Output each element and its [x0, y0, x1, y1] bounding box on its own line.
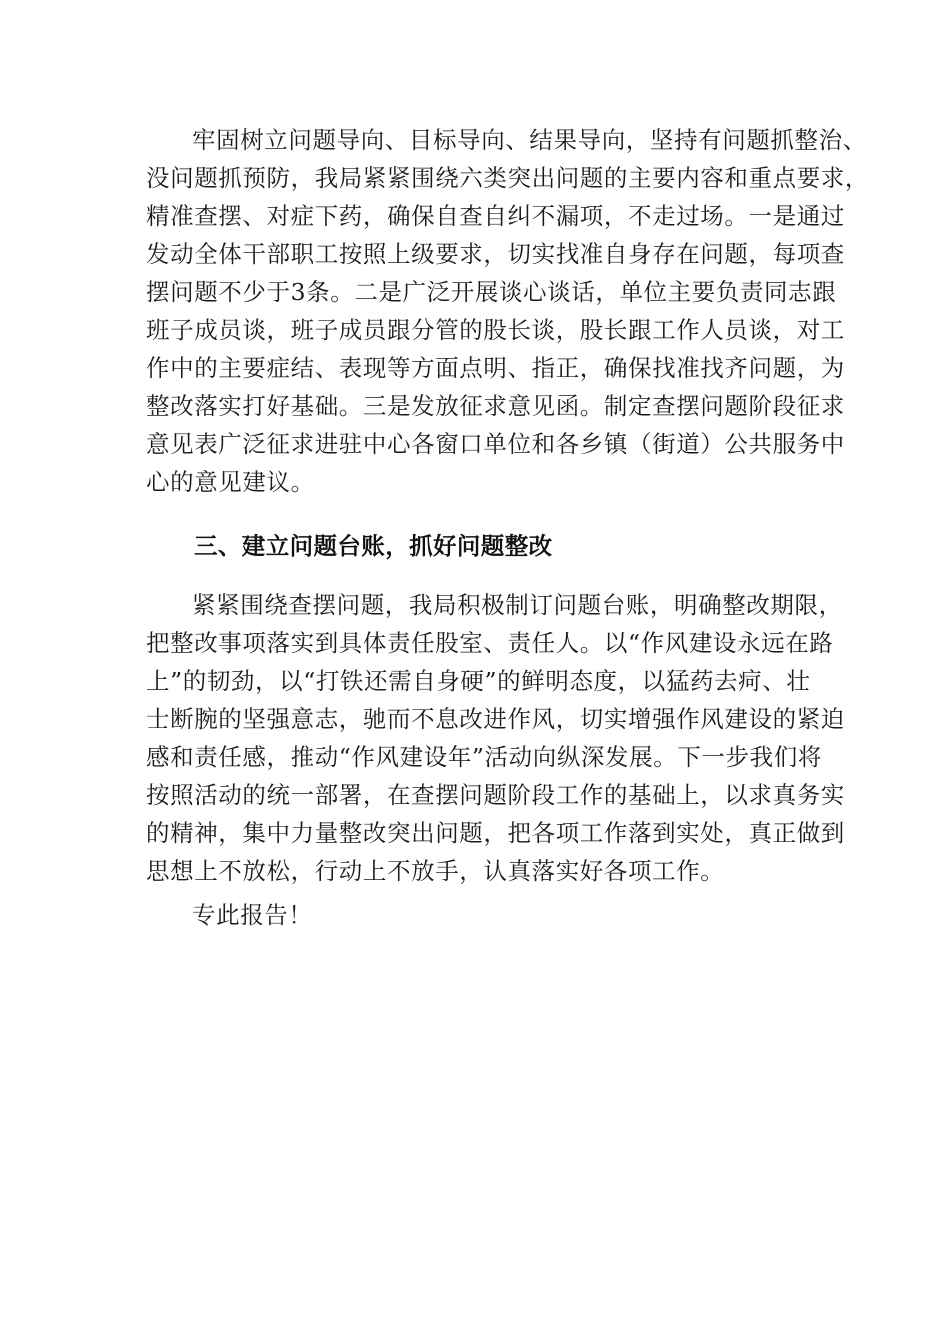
paragraph-line: 意见表广泛征求进驻中心各窗口单位和各乡镇（街道）公共服务中 — [146, 430, 845, 458]
paragraph-line: 按照活动的统一部署，在查摆问题阶段工作的基础上，以求真务实 — [146, 781, 845, 809]
paragraph-line: 紧紧围绕查摆问题，我局积极制订问题台账，明确整改期限， — [192, 591, 843, 619]
paragraph-line: 思想上不放松，行动上不放手，认真落实好各项工作。 — [146, 857, 725, 885]
paragraph-line: 士断腕的坚强意志，驰而不息改进作风，切实增强作风建设的紧迫 — [146, 705, 845, 733]
paragraph-line: 上”的韧劲，以“打铁还需自身硬”的鲜明态度，以猛药去疴、壮 — [146, 667, 811, 695]
paragraph-line: 班子成员谈，班子成员跟分管的股长谈，股长跟工作人员谈，对工 — [146, 316, 845, 344]
paragraph-line: 的精神，集中力量整改突出问题，把各项工作落到实处，真正做到 — [146, 819, 845, 847]
paragraph-line: 摆问题不少于3条。二是广泛开展谈心谈话，单位主要负责同志跟 — [146, 278, 837, 306]
closing-line: 专此报告！ — [192, 901, 313, 929]
paragraph-line: 没问题抓预防，我局紧紧围绕六类突出问题的主要内容和重点要求， — [146, 164, 869, 192]
paragraph-line: 整改落实打好基础。三是发放征求意见函。制定查摆问题阶段征求 — [146, 392, 845, 420]
paragraph-line: 发动全体干部职工按照上级要求，切实找准自身存在问题，每项查 — [146, 240, 845, 268]
paragraph-line: 感和责任感，推动“作风建设年”活动向纵深发展。下一步我们将 — [146, 743, 822, 771]
paragraph-line: 牢固树立问题导向、目标导向、结果导向，坚持有问题抓整治、 — [192, 126, 867, 154]
paragraph-line: 心的意见建议。 — [146, 468, 315, 496]
paragraph-line: 精准查摆、对症下药，确保自查自纠不漏项，不走过场。一是通过 — [146, 202, 845, 230]
paragraph-line: 把整改事项落实到具体责任股室、责任人。以“作风建设永远在路 — [146, 629, 834, 657]
paragraph-line: 作中的主要症结、表现等方面点明、指正，确保找准找齐问题，为 — [146, 354, 845, 382]
section-heading: 三、建立问题台账，抓好问题整改 — [194, 532, 553, 560]
